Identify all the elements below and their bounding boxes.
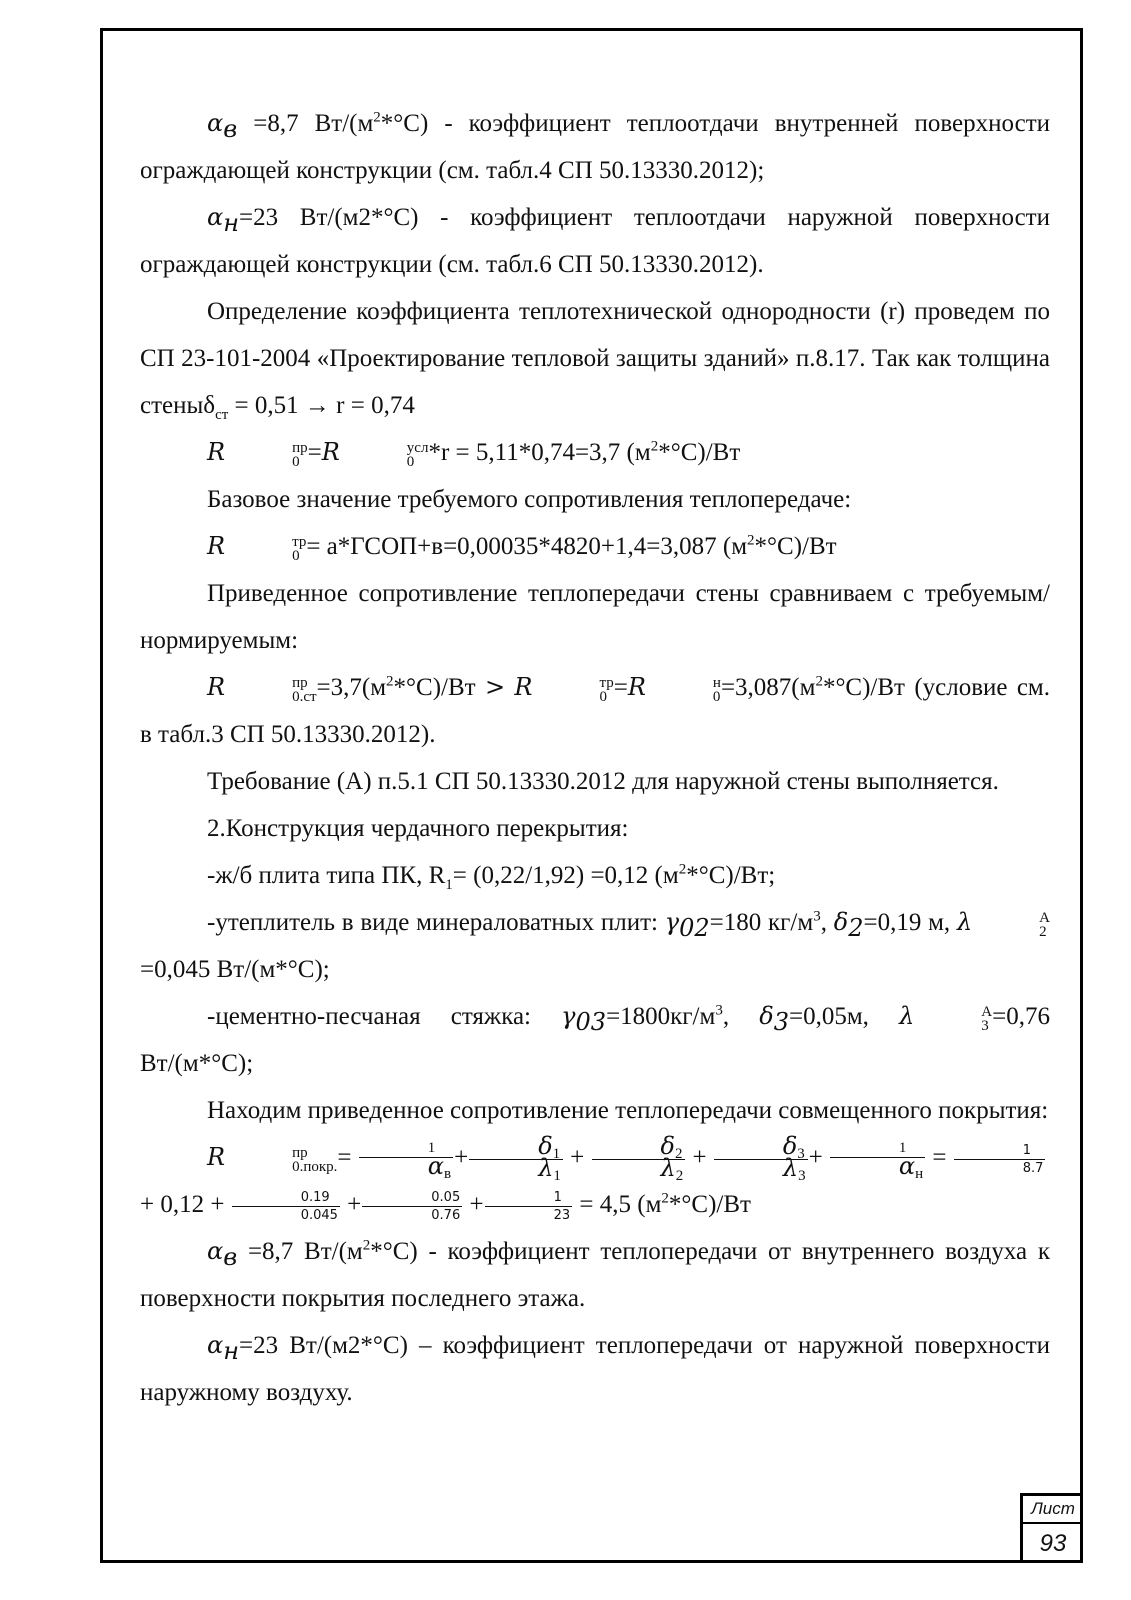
fraction-1-alpha-v: $\frac{1}{\alpha_в}$	[359, 1140, 453, 1179]
fraction-delta3-lambda3: $\frac{\delta_3}{\lambda_3}$	[714, 1138, 808, 1181]
sheet-label: Лист	[1023, 1496, 1083, 1524]
heading-attic-floor: 2.Конструкция чердачного перекрытия:	[207, 815, 629, 842]
sheet-number-box	[1020, 1493, 1083, 1563]
document-body	[140, 100, 1050, 1416]
fraction-1-23: $\frac{1}{23}$	[485, 1189, 573, 1224]
paragraph-uniformity: Определение коэффициента теплотехнической однородности (r) проведем по СП 23-101-2004 «Проектирование тепловой защиты зданий» п.8.17. Так как толщина стеныδ$_{ст}$ = 0,51 → r = 0,74	[140, 298, 1050, 423]
sheet-number: 93	[1039, 1530, 1067, 1557]
paragraph-alpha-n-roof: $\alpha_н=23$ Вт/(м2*°С) – коэффициент теплопередачи от наружной поверхности наружному воздуху.	[140, 1331, 1050, 1406]
paragraph-find-resistance: Находим приведенное сопротивление теплопередачи совмещенного покрытия:	[207, 1097, 1049, 1124]
paragraph-alpha-n: $\alpha_н=23$ Вт/(м2*°С) - коэффициент теплоотдачи наружной поверхности ограждающей конструкции (см. табл.6 СП 50.13330.2012).	[140, 203, 1050, 278]
formula-compare: R пр 0.ст $=3,7(м^2*^\circ С)/Вт > R$ тр 0 =R н 0 $=3,087(м^2*^\circ С)/Вт$ (условие см. в табл.3 СП 50.13330.2012).	[140, 673, 1051, 748]
layer-slab: -ж/б плита типа ПК, $R_1= (0,22/1,92) =0,12$ $(м^2*^\circ С)/Вт$;	[207, 861, 776, 893]
fraction-1-8-7: $\frac{1}{8.7}$	[954, 1142, 1046, 1177]
layer-screed: -цементно-песчаная стяжка: $\gamma_{03}=1800кг/м^3$, $\delta_3=0,05м$, λ А 3 =0,76 Вт/(м*°С);	[140, 1002, 1050, 1077]
fraction-delta2-lambda2: $\frac{\delta_2}{\lambda_2}$	[592, 1138, 686, 1181]
layer-insulation: -утеплитель в виде минераловатных плит: $\gamma_{02}=180$ $кг/м^3$, $\delta_2=0,19$ м, λ А 2 =0,045 Вт/(м*°С);	[140, 908, 1051, 983]
formula-roof-resistance: R пр 0.покр. = $\frac{1}{\alpha_в}$ + $\frac{\delta_1}{\lambda_1}$ + $\frac{\delta_2}{\lambda_2}$ + $\frac{\delta_3}{\lambda_3}$ + $\frac{1}{\alpha_н}$ = $\frac{1}{8.7}$ + 0,12 + $\frac{0.19}{0.045}$ + $\frac{0.05}{0.76}$ + $\frac{1}{23}$ = 4,5 $(м^2*^\circ С)/Вт$	[140, 1131, 1044, 1223]
fraction-0-19-0-045: $\frac{0.19}{0.045}$	[232, 1189, 340, 1224]
fraction-delta1-lambda1: $\frac{\delta_1}{\lambda_1}$	[469, 1138, 563, 1181]
paragraph-compare: Приведенное сопротивление теплопередачи стены сравниваем с требуемым/нормируемым:	[140, 580, 1050, 654]
fraction-1-alpha-n: $\frac{1}{\alpha_н}$	[830, 1140, 925, 1179]
formula-r0-pr: R пр 0 =R усл 0 *r = 5,11*0,74=3,7 $(м^2*^\circ С)/Вт$	[207, 438, 741, 470]
paragraph-requirement: Требование (А) п.5.1 СП 50.13330.2012 для наружной стены выполняется.	[207, 768, 999, 795]
formula-r0-tr: R тр 0 = а*ГСОП+в=0,00035*4820+1,4=3,087 $(м^2*^\circ С)/Вт$	[207, 532, 837, 564]
fraction-0-05-0-76: $\frac{0.05}{0.76}$	[362, 1189, 462, 1224]
paragraph-alpha-v-roof: $\alpha_в =8,7$ $Вт/(м^2*^\circ С)$ - коэффициент теплопередачи от внутреннего воздуха к поверхности покрытия последнего этажа.	[140, 1237, 1051, 1312]
paragraph-base-value: Базовое значение требуемого сопротивления теплопередаче:	[207, 486, 852, 513]
paragraph-alpha-v: $\alpha_в =8,7$ $Вт/(м^2*^\circ С)$ - коэффициент теплоотдачи внутренней поверхности ограждающей конструкции (см. табл.4 СП 50.13330.2012);	[140, 109, 1051, 184]
